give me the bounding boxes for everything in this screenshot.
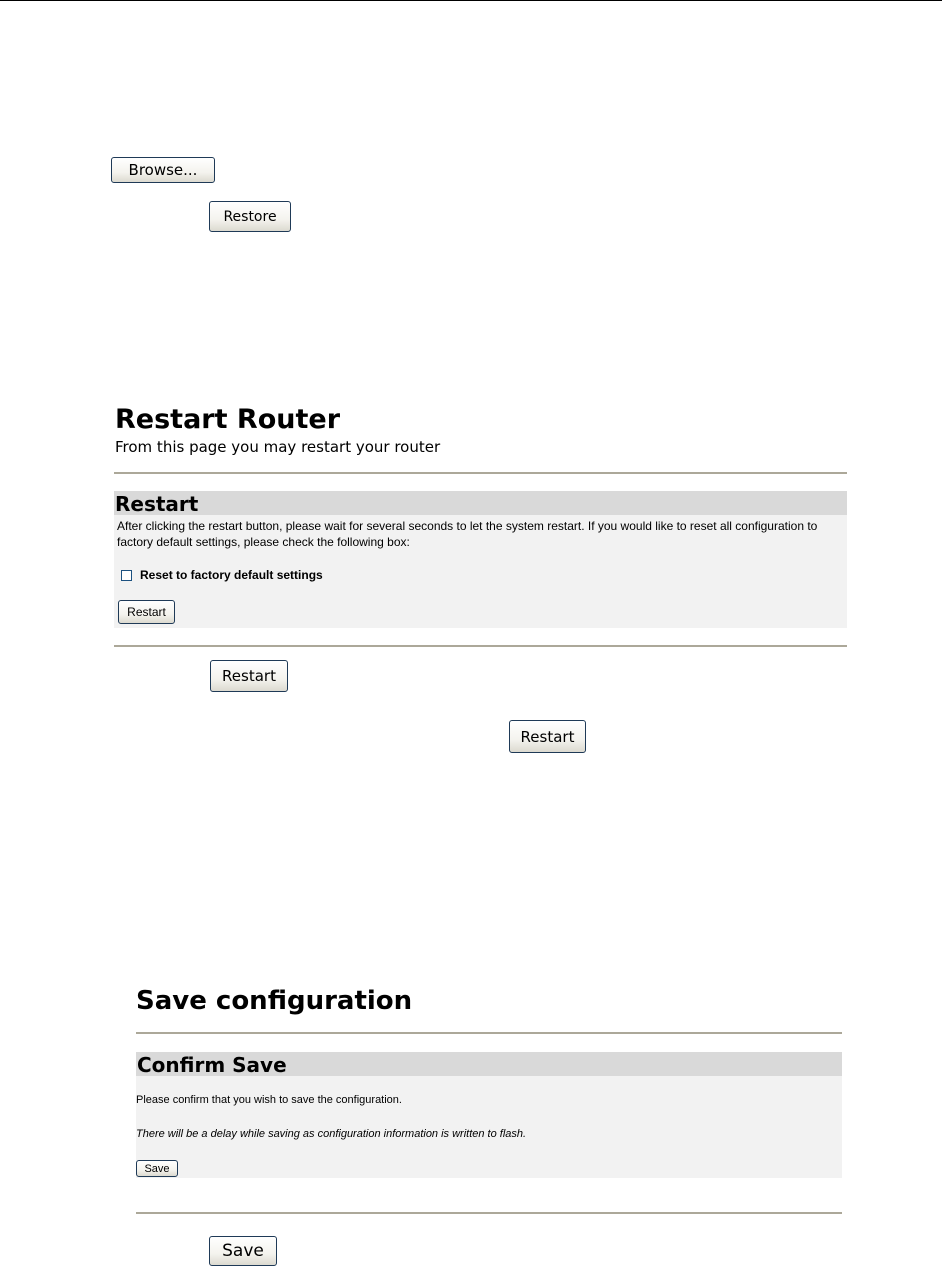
restart-divider-top (114, 472, 847, 474)
restart-section-heading: Restart (114, 491, 847, 515)
restore-button[interactable]: Restore (209, 201, 291, 232)
confirm-save-heading: Confirm Save (136, 1052, 842, 1076)
restart-confirm-button[interactable]: Restart (509, 720, 586, 753)
save-configuration-title: Save configuration (136, 986, 413, 1016)
save-divider-bottom (136, 1212, 842, 1214)
factory-reset-checkbox[interactable] (121, 570, 132, 581)
page-top-rule (0, 0, 942, 1)
confirm-save-text: Please confirm that you wish to save the configuration. (136, 1094, 402, 1106)
confirm-save-section (136, 1052, 842, 1178)
factory-reset-label: Reset to factory default settings (140, 568, 323, 582)
browse-button[interactable]: Browse... (111, 157, 215, 183)
restart-form-button[interactable]: Restart (118, 600, 175, 624)
factory-reset-option[interactable] (121, 568, 323, 582)
restart-section (114, 491, 847, 628)
save-button[interactable]: Save (209, 1236, 277, 1266)
restart-description: After clicking the restart button, please wait for several seconds to let the system restart. If you would like to reset all configuration to factory default settings, please check the following box: (117, 519, 818, 549)
restart-divider-bottom (114, 645, 847, 647)
save-delay-note: There will be a delay while saving as configuration information is written to flash. (136, 1128, 527, 1140)
restart-router-subtitle: From this page you may restart your router (115, 438, 441, 456)
restart-router-title: Restart Router (115, 404, 341, 435)
save-divider-top (136, 1032, 842, 1034)
save-form-button[interactable]: Save (136, 1160, 178, 1177)
restart-button[interactable]: Restart (210, 660, 288, 692)
